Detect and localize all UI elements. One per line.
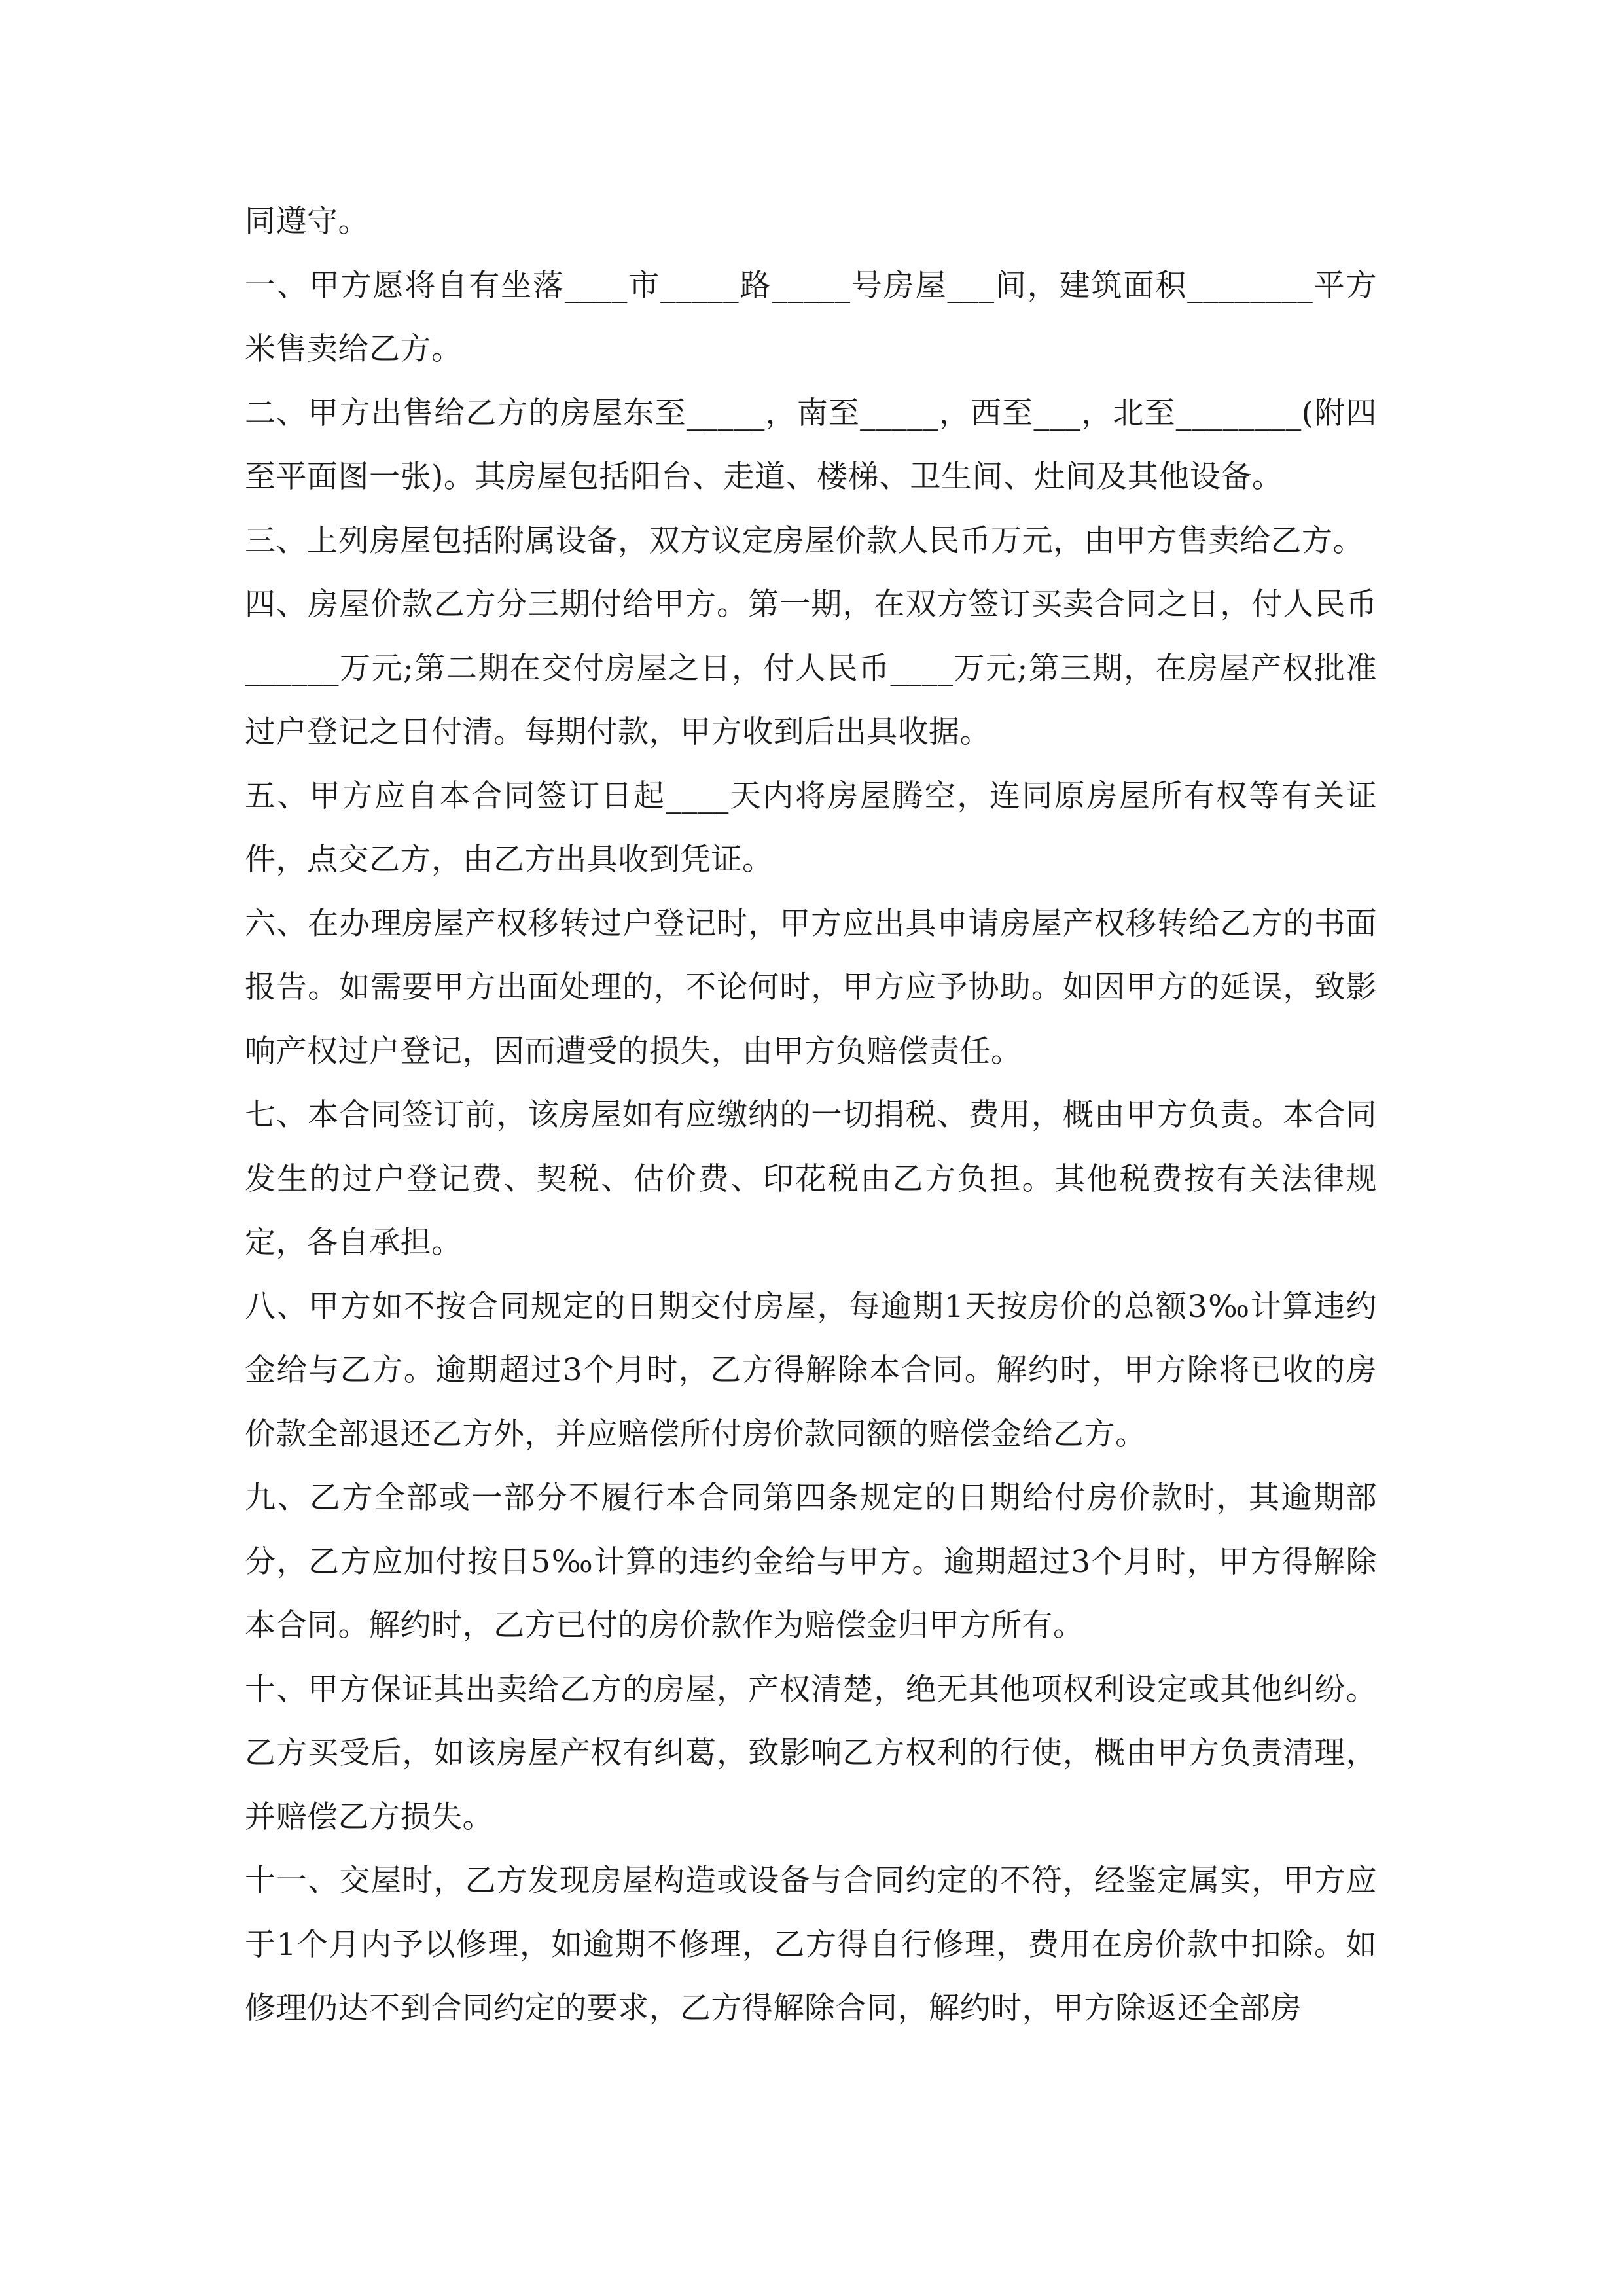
clause-4: 四、房屋价款乙方分三期付给甲方。第一期，在双方签订买卖合同之日，付人民币______万元;第二期在交付房屋之日，付人民币____万元;第三期，在房屋产权批准过户登记之日付清。每期付款，甲方收到后出具收据。: [245, 586, 1377, 750]
clause-8: 八、甲方如不按合同规定的日期交付房屋，每逾期1天按房价的总额3‰计算违约金给与乙方。逾期超过3个月时，乙方得解除本合同。解约时，甲方除将已收的房价款全部退还乙方外，并应赔偿所付房价款同额的赔偿金给乙方。: [245, 1288, 1377, 1452]
clause-3: 三、上列房屋包括附属设备，双方议定房屋价款人民币万元，由甲方售卖给乙方。: [245, 522, 1364, 559]
clause-2: 二、甲方出售给乙方的房屋东至_____，南至_____，西至___，北至________(附四至平面图一张)。其房屋包括阳台、走道、楼梯、卫生间、灶间及其他设备。: [245, 395, 1377, 495]
clause-5: 五、甲方应自本合同签订日起____天内将房屋腾空，连同原房屋所有权等有关证件，点交乙方，由乙方出具收到凭证。: [245, 778, 1377, 878]
clause-1: 一、甲方愿将自有坐落____市_____路_____号房屋___间，建筑面积________平方米售卖给乙方。: [245, 267, 1377, 367]
clause-9: 九、乙方全部或一部分不履行本合同第四条规定的日期给付房价款时，其逾期部分，乙方应加付按日5‰计算的违约金给与甲方。逾期超过3个月时，甲方得解除本合同。解约时，乙方已付的房价款作为赔偿金归甲方所有。: [245, 1480, 1377, 1643]
clause-10: 十、甲方保证其出卖给乙方的房屋，产权清楚，绝无其他项权利设定或其他纠纷。乙方买受后，如该房屋产权有纠葛，致影响乙方权利的行使，概由甲方负责清理，并赔偿乙方损失。: [245, 1671, 1377, 1835]
contract-body: [245, 190, 1377, 2041]
paragraph-continuation: 同遵守。: [245, 204, 369, 240]
clause-7: 七、本合同签订前，该房屋如有应缴纳的一切捐税、费用，概由甲方负责。本合同发生的过户登记费、契税、估价费、印花税由乙方负担。其他税费按有关法律规定，各自承担。: [245, 1097, 1377, 1261]
clause-6: 六、在办理房屋产权移转过户登记时，甲方应出具申请房屋产权移转给乙方的书面报告。如需要甲方出面处理的，不论何时，甲方应予协助。如因甲方的延误，致影响产权过户登记，因而遭受的损失，由甲方负赔偿责任。: [245, 905, 1377, 1069]
clause-11: 十一、交屋时，乙方发现房屋构造或设备与合同约定的不符，经鉴定属实，甲方应于1个月内予以修理，如逾期不修理，乙方得自行修理，费用在房价款中扣除。如修理仍达不到合同约定的要求，乙方得解除合同，解约时，甲方除返还全部房: [245, 1863, 1377, 2026]
